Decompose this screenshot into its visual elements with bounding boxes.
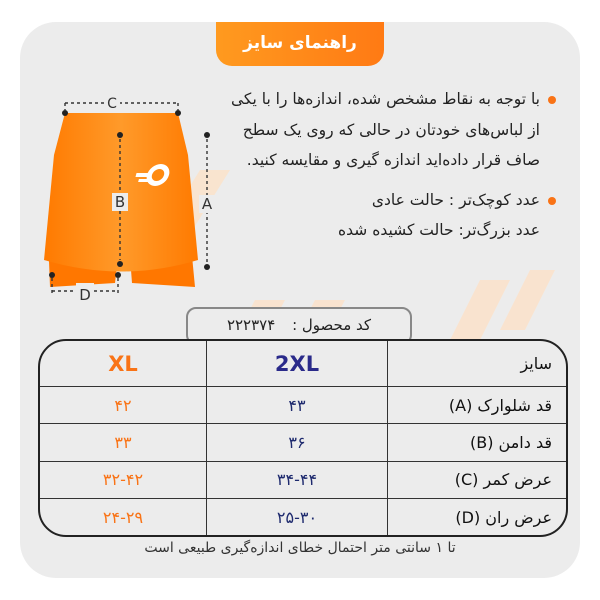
table-row [40,387,566,424]
cell-2xl: ۳۴-۴۴ [207,461,388,498]
label-a: A [201,195,213,213]
cell-xl: ۳۲-۴۲ [40,461,207,498]
size-table [38,339,568,537]
measurement-note: تا ۱ سانتی متر احتمال خطای اندازه‌گیری طبیعی است [144,540,456,556]
row-label: عرض کمر (C) [388,461,567,498]
header-2xl: 2XL [207,341,388,387]
label-c: C [107,96,117,112]
row-label: قد دامن (B) [388,424,567,461]
table-row [40,499,566,535]
table-header-row [40,341,566,387]
table-row [40,424,566,461]
instruction-sizes [228,185,556,246]
line-small: عدد کوچک‌تر : حالت عادی [371,190,540,209]
cell-xl: ۳۳ [40,424,207,461]
line-large: عدد بزرگ‌تر: حالت کشیده شده [338,221,540,239]
bullet-icon [548,197,556,205]
shorts-diagram [20,95,220,315]
cell-2xl: ۴۳ [207,387,388,424]
bullet-icon [548,96,556,104]
cell-xl: ۴۲ [40,387,207,424]
header-xl: XL [40,341,207,387]
header-size: سایز [388,341,567,387]
product-code-value: ۲۲۲۳۷۴ [226,316,276,334]
product-code-label: کد محصول : [292,316,372,334]
row-label: عرض ران (D) [388,499,567,535]
instructions [228,84,556,246]
label-b: B [114,193,126,211]
cell-2xl: ۳۶ [207,424,388,461]
row-label: قد شلوارک (A) [388,387,567,424]
instruction-paragraph: با توجه به نقاط مشخص شده، اندازه‌ها را با یکی از لباس‌های خودتان در حالی که روی یک سطح صاف قرار داده‌اید اندازه گیری و مقایسه کنید. [228,84,556,176]
cell-2xl: ۲۵-۳۰ [207,499,388,535]
label-d: D [79,286,91,304]
page-title: راهنمای سایز [216,22,384,66]
cell-xl: ۲۴-۲۹ [40,499,207,535]
table-row [40,461,566,498]
